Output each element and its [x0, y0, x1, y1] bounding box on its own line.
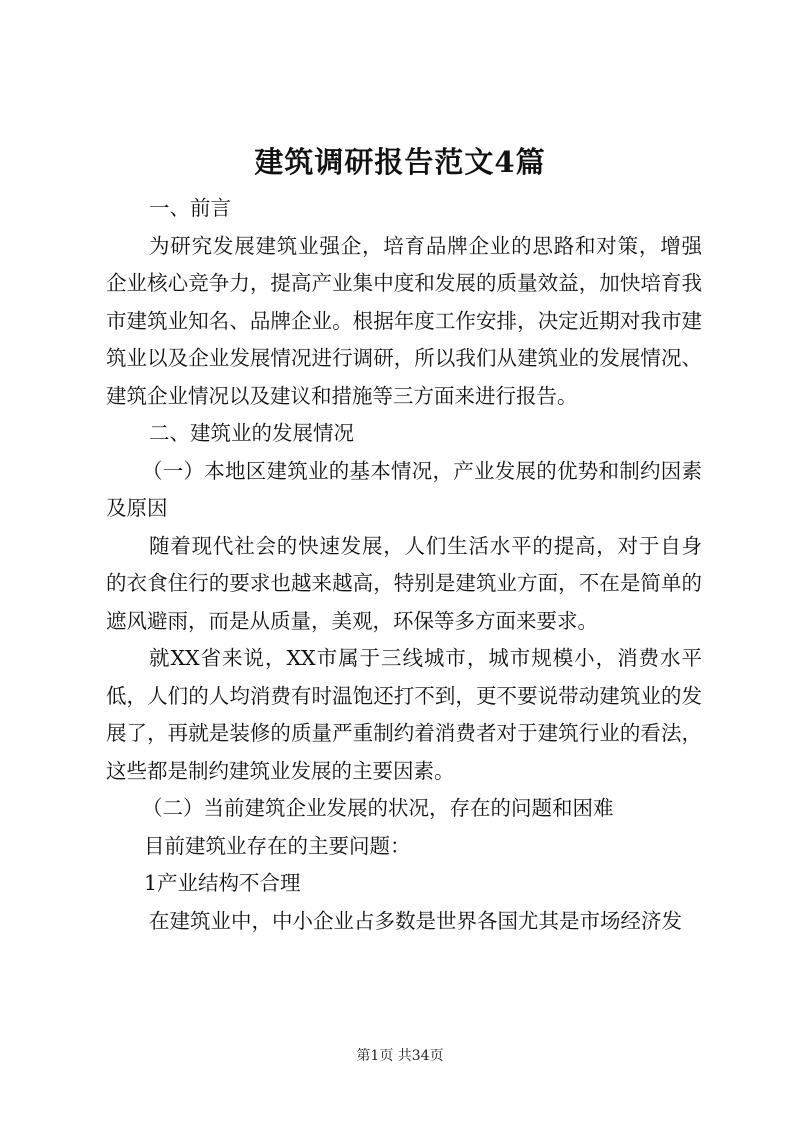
section-heading-development: 二、建筑业的发展情况: [149, 421, 354, 445]
paragraph-social-development: 随着现代社会的快速发展，人们生活水平的提高，对于自身的衣食住行的要求也越来越高，特别是建筑业方面，不在是简单的遮风避雨，而是从质量，美观，环保等多方面来要求。: [106, 533, 702, 633]
list-item-industry-structure: 1产业结构不合理: [144, 871, 301, 895]
subsection-heading-basic-situation: （一）本地区建筑业的基本情况，产业发展的优势和制约因素及原因: [106, 458, 702, 520]
section-heading-preface: 一、前言: [149, 196, 231, 220]
paragraph-main-problems: 目前建筑业存在的主要问题：: [144, 833, 411, 858]
paragraph-preface: 为研究发展建筑业强企，培育品牌企业的思路和对策，增强企业核心竞争力，提高产业集中度和发展的质量效益，加快培育我市建筑业知名、品牌企业。根据年度工作安排，决定近期对我市建筑业以及企业发展情况进行调研，所以我们从建筑业的发展情况、建筑企业情况以及建议和措施等三方面来进行报告。: [106, 233, 702, 408]
paragraph-sme-share: 在建筑业中，中小企业占多数是世界各国尤其是市场经济发: [149, 908, 682, 933]
page-number-footer: 第1页 共34页: [356, 1048, 444, 1064]
document-title: 建筑调研报告范文4篇: [254, 145, 546, 179]
subsection-heading-current-status: （二）当前建筑企业发展的状况，存在的问题和困难: [142, 796, 614, 820]
paragraph-local-constraints: 就XX省来说，XX市属于三线城市，城市规模小，消费水平低，人们的人均消费有时温饱还打不到，更不要说带动建筑业的发展了，再就是装修的质量严重制约着消费者对于建筑行业的看法，这些都是制约建筑业发展的主要因素。: [106, 646, 702, 783]
document-body: [106, 190, 702, 940]
